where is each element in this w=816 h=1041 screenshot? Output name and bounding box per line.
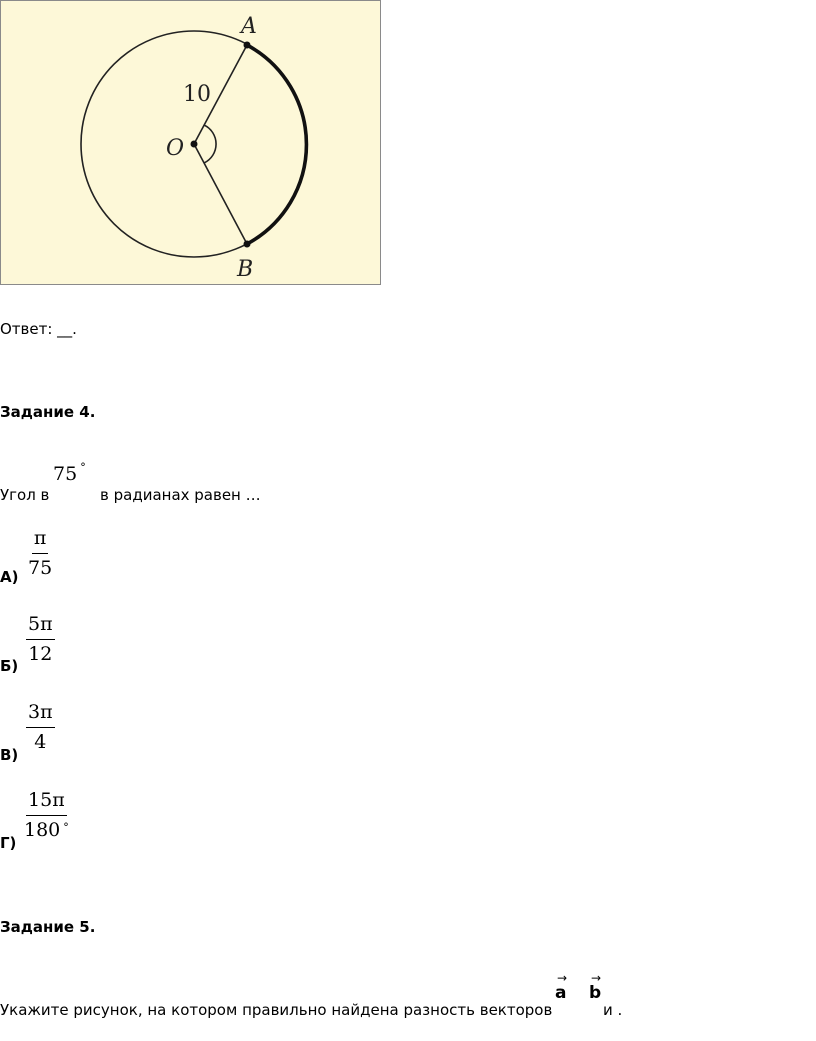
vector-a-arrow-icon: → — [557, 971, 568, 985]
option-b-denominator: 12 — [28, 643, 53, 665]
label-a: A — [241, 14, 257, 39]
task5-question-prefix: Укажите рисунок, на котором правильно найдена разность векторов — [0, 1001, 553, 1019]
answer-line: Ответ: __. — [0, 320, 77, 338]
option-d-denominator-unit: ° — [63, 821, 69, 834]
radius-ob — [194, 144, 247, 244]
task5-heading: Задание 5. — [0, 918, 96, 936]
option-b-fraction[interactable] — [26, 612, 55, 666]
circle-figure — [0, 0, 381, 285]
option-a-numerator: π — [32, 526, 49, 554]
angle-arc — [204, 125, 216, 163]
option-c-denominator: 4 — [34, 731, 47, 753]
option-d-numerator: 15π — [26, 788, 67, 816]
vector-b-letter: b — [589, 983, 602, 1003]
option-b-numerator: 5π — [26, 612, 55, 640]
option-a-denominator: 75 — [28, 557, 53, 579]
label-o: O — [166, 136, 185, 161]
task5-question-suffix: и . — [603, 1001, 623, 1019]
point-a-dot — [244, 42, 251, 49]
option-c-numerator: 3π — [26, 700, 55, 728]
task4-question-suffix: в радианах равен … — [100, 486, 261, 504]
vector-b-arrow-icon: → — [591, 971, 602, 985]
option-a-fraction[interactable] — [26, 526, 54, 580]
option-c-letter[interactable]: В) — [0, 746, 19, 764]
option-b-letter[interactable]: Б) — [0, 657, 19, 675]
vector-a — [555, 971, 568, 1003]
option-d-denominator-value: 180 — [24, 819, 61, 841]
task4-heading: Задание 4. — [0, 403, 96, 421]
option-d-letter[interactable]: Г) — [0, 834, 17, 852]
vector-b — [589, 971, 602, 1003]
option-d-fraction[interactable] — [22, 788, 71, 842]
option-a-letter[interactable]: А) — [0, 568, 19, 586]
arc-ab — [247, 45, 306, 244]
circle-diagram — [1, 1, 382, 286]
task4-angle-value: 75 — [53, 463, 78, 485]
vector-a-letter: a — [555, 983, 567, 1003]
label-b: B — [237, 257, 254, 282]
task4-question-prefix: Угол в — [0, 486, 50, 504]
option-c-fraction[interactable] — [26, 700, 55, 754]
radius-label: 10 — [183, 82, 211, 107]
option-d-denominator — [22, 816, 71, 842]
point-o-dot — [191, 141, 198, 148]
task4-angle — [53, 463, 86, 485]
task4-angle-unit: ° — [80, 461, 86, 474]
point-b-dot — [244, 241, 251, 248]
